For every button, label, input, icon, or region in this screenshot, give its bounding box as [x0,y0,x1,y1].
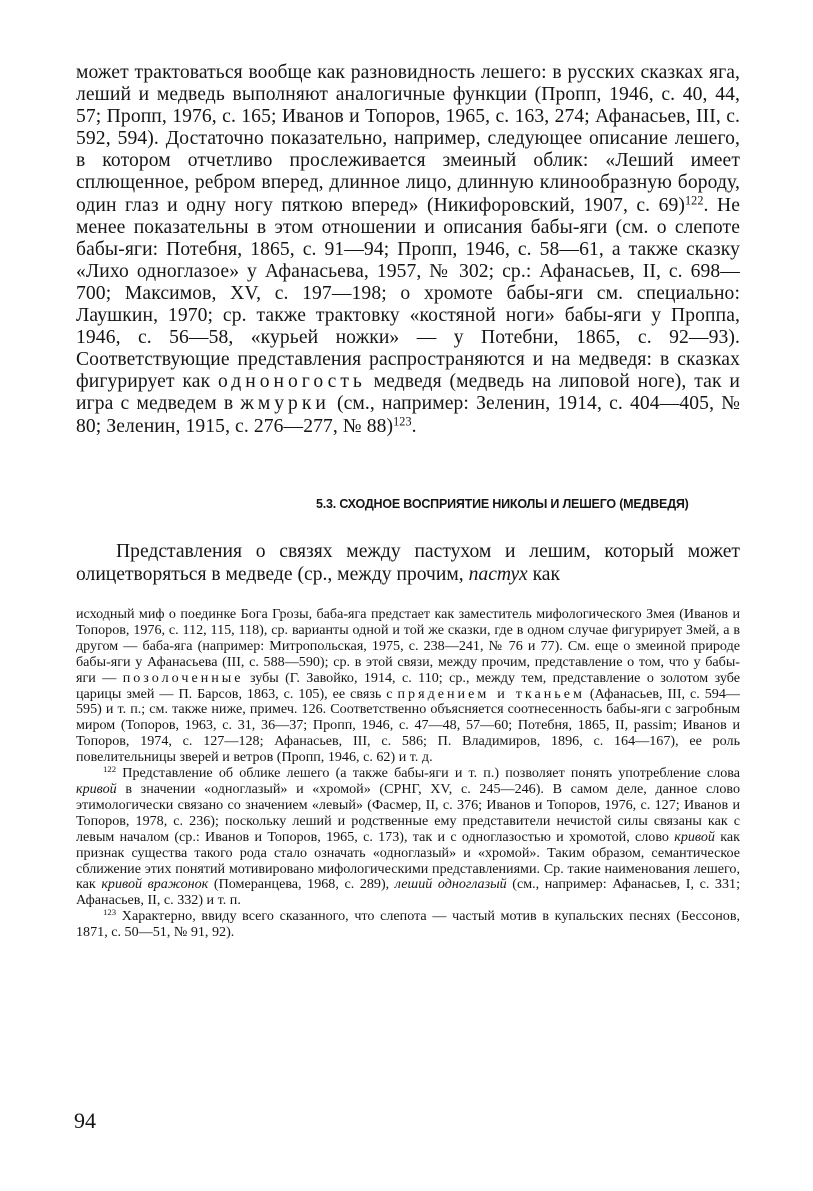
page-number: 94 [74,1108,96,1133]
section-heading: 5.3. СХОДНОЕ ВОСПРИЯТИЕ НИКОЛЫ И ЛЕШЕГО (МЕДВЕДЯ) [316,497,689,511]
footnote-number: 122 [103,764,117,775]
emphasized-word: одноногость [218,371,366,393]
italic-term: пастух [468,563,528,585]
footnotes-block [76,607,740,941]
main-text-block [76,62,740,438]
emphasized-word: прядением и тканьем [397,685,585,702]
main-paragraph: может трактоваться вообще как разновидность лешего: в русских сказках яга, леший и медведь выполняют аналогичные функции (Пропп, 1946, с. 40, 44, 57; Пропп, 1976, с. 165; Иванов и Топоров, 1965, с. 163, 274; Афанасьев, III, с. 592, 594). Достаточно показательно, например, следующее описание лешего, в котором отчетливо прослеживается змеиный облик: «Леший имеет сплющенное, ребром вперед, длинное лицо, длинную клинообразную бороду, один глаз и одну ногу пяткою вперед» (Никифоровский, 1907, с. 69)$^{122}$. Не менее показательны в этом отношении и описания бабы-яги (см. о слепоте бабы-яги: Потебня, 1865, с. 91—94; Пропп, 1946, с. 58—61, а также сказку «Лихо одноглазое» у Афанасьева, 1957, № 302; ср.: Афанасьев, II, с. 698—700; Максимов, XV, с. 197—198; о хромоте бабы-яги см. специально: Лаушкин, 1970; ср. также трактовку «костяной ноги» бабы-яги у Проппа, 1946, с. 56—58, «курьей ножки» — у Потебни, 1865, с. 92—93). Соответствующие представления распространяются и на медведя: в сказках фигурирует как одноногость медведя (медведь на липовой ноге), так и игра с медведем в жмурки (см., например: Зеленин, 1914, с. 404—405, № 80; Зеленин, 1915, с. 276—277, № 88)$^{123}$. [76,62,741,437]
footnote-122: $^{122}$ Представление об облике лешего (а также бабы-яги и т. п.) позволяет понять употребление слова кривой в значении «одноглазый» и «хромой» (СРНГ, XV, с. 245—246). В самом деле, данное слово этимологически связано со значением «левый» (Фасмер, II, с. 376; Иванов и Топоров, 1976, с. 127; Иванов и Топоров, 1978, с. 236); поскольку леший и родственные ему представители нечистой силы связаны как с левым началом (ср.: Иванов и Топоров, 1965, с. 173), так и с одноглазостью и хромотой, слово кривой как признак существа такого рода стало означать «одноглазый» и «хромой». Таким образом, семантическое сближение этих понятий мотивировано мифологическими представлениями. Ср. такие наименования лешего, как кривой вражонок (Померанцева, 1968, с. 289), леший одноглазый (см., например: Афанасьев, I, с. 331; Афанасьев, II, с. 332) и т. п. [76,764,740,909]
footnote-123: $^{123}$ Характерно, ввиду всего сказанного, что слепота — частый мотив в купальских песнях (Бессонов, 1871, с. 50—51, № 91, 92). [76,907,740,941]
footnote-continuation: исходный миф о поединке Бога Грозы, баба-яга предстает как заместитель мифологического Змея (Иванов и Топоров, 1976, с. 112, 115, 118), ср. варианты одной и той же сказки, где в одном случае фигурирует Змей, а в другом — баба-яга (например: Митропольская, 1975, с. 238—241, № 76 и 77). См. еще о змеиной природе бабы-яги у Афанасьева (III, с. 588—590); ср. в этой связи, между прочим, представление о том, что у бабы-яги — позолоченные зубы (Г. Завойко, 1914, с. 110; ср., между тем, представление о золотом зубе царицы змей — П. Барсов, 1863, с. 105), ее связь с прядением и тканьем (Афанасьев, III, с. 594—595) и т. п.; см. также ниже, примеч. 126. Соответственно объясняется соотнесенность бабы-яги с загробным миром (Топоров, 1963, с. 31, 36—37; Пропп, 1946, с. 47—48, 57—60; Потебня, 1865, II, passim; Иванов и Топоров, 1974, с. 127—128; Афанасьев, III, с. 586; П. Владимиров, 1896, с. 164—167), ее роль повелительницы зверей и ветров (Пропп, 1946, с. 62) и т. д. [76,606,740,766]
emphasized-word: жмурки [240,393,330,415]
footnote-ref-123: 123 [393,413,412,428]
emphasized-word: позолоченные [122,669,244,686]
section-body [76,541,740,586]
footnote-number: 123 [103,907,117,918]
footnote-ref-122: 122 [685,192,704,207]
section-paragraph: Представления о связях между пастухом и лешим, который может олицетворяться в медведе (ср., между прочим, пастух как [76,541,740,585]
